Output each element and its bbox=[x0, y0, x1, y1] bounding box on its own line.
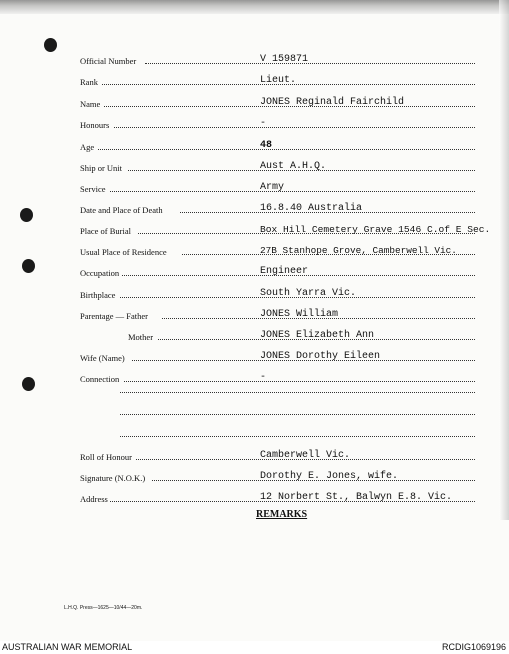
blank-line bbox=[120, 414, 475, 415]
field-value: Camberwell Vic. bbox=[260, 450, 351, 461]
field-connection bbox=[80, 368, 475, 384]
punch-hole bbox=[22, 377, 35, 391]
field-birthplace bbox=[80, 284, 475, 300]
field-mother bbox=[80, 326, 475, 342]
printer-note: L.H.Q. Press—1625—10/44—20m. bbox=[64, 605, 143, 611]
field-label: Birthplace bbox=[80, 290, 116, 300]
blank-line bbox=[120, 436, 475, 437]
field-label: Address bbox=[80, 494, 108, 504]
field-label: Official Number bbox=[80, 56, 137, 66]
archive-name: AUSTRALIAN WAR MEMORIAL bbox=[2, 642, 133, 652]
field-wife bbox=[80, 347, 475, 363]
field-value: Lieut. bbox=[260, 75, 297, 86]
punch-hole bbox=[22, 259, 35, 273]
field-label: Occupation bbox=[80, 268, 120, 278]
field-label: Age bbox=[80, 142, 95, 152]
field-label: Service bbox=[80, 184, 106, 194]
field-value: - bbox=[260, 118, 267, 129]
field-label: Ship or Unit bbox=[80, 163, 123, 173]
field-value: - bbox=[260, 372, 267, 383]
field-date-place-of-death bbox=[80, 199, 475, 215]
field-value: JONES Elizabeth Ann bbox=[260, 330, 375, 341]
field-label: Roll of Honour bbox=[80, 452, 132, 462]
field-value: South Yarra Vic. bbox=[260, 288, 357, 299]
field-value: V 159871 bbox=[260, 54, 309, 65]
field-value: Aust A.H.Q. bbox=[260, 161, 327, 172]
scan-edge-top bbox=[0, 0, 509, 14]
field-value: JONES Reginald Fairchild bbox=[260, 97, 405, 108]
field-value: Box Hill Cemetery Grave 1546 C.of E Sec. bbox=[260, 224, 491, 235]
record-id: RCDIG1069196 bbox=[441, 642, 506, 652]
field-occupation bbox=[80, 262, 475, 278]
punch-hole bbox=[44, 38, 57, 52]
field-label: Date and Place of Death bbox=[80, 205, 163, 215]
blank-line bbox=[120, 392, 475, 393]
field-label: Mother bbox=[128, 332, 154, 342]
punch-hole bbox=[20, 208, 33, 222]
remarks-heading: REMARKS bbox=[256, 509, 308, 520]
field-service bbox=[80, 178, 475, 194]
field-value: 12 Norbert St., Balwyn E.8. Vic. bbox=[260, 492, 453, 503]
field-ship-or-unit bbox=[80, 157, 475, 173]
field-name bbox=[80, 93, 475, 109]
field-roll-of-honour bbox=[80, 446, 475, 462]
field-honours bbox=[80, 114, 475, 130]
scan-edge-right bbox=[499, 0, 509, 520]
field-label: Name bbox=[80, 99, 101, 109]
field-official-number bbox=[80, 50, 475, 66]
field-address bbox=[80, 488, 475, 504]
field-label: Rank bbox=[80, 77, 98, 87]
field-rank bbox=[80, 71, 475, 87]
archive-footer bbox=[0, 641, 509, 654]
field-value: 27B Stanhope Grove, Camberwell Vic. bbox=[260, 245, 457, 256]
field-signature bbox=[80, 467, 475, 483]
field-label: Parentage — Father bbox=[80, 311, 148, 321]
field-label: Connection bbox=[80, 374, 120, 384]
field-value: Dorothy E. Jones, wife. bbox=[260, 471, 399, 482]
field-label: Signature (N.O.K.) bbox=[80, 473, 146, 483]
field-value: JONES Dorothy Eileen bbox=[260, 351, 381, 362]
field-value: 48 bbox=[260, 140, 273, 151]
field-label: Place of Burial bbox=[80, 226, 131, 236]
field-value: Army bbox=[260, 182, 285, 193]
field-value: JONES William bbox=[260, 309, 339, 320]
field-age bbox=[80, 136, 475, 152]
field-usual-residence bbox=[80, 241, 475, 257]
field-label: Honours bbox=[80, 120, 110, 130]
field-label: Wife (Name) bbox=[80, 353, 125, 363]
field-father bbox=[80, 305, 475, 321]
field-place-of-burial bbox=[80, 220, 505, 236]
field-value: Engineer bbox=[260, 266, 309, 277]
field-label: Usual Place of Residence bbox=[80, 247, 167, 257]
field-value: 16.8.40 Australia bbox=[260, 203, 363, 214]
